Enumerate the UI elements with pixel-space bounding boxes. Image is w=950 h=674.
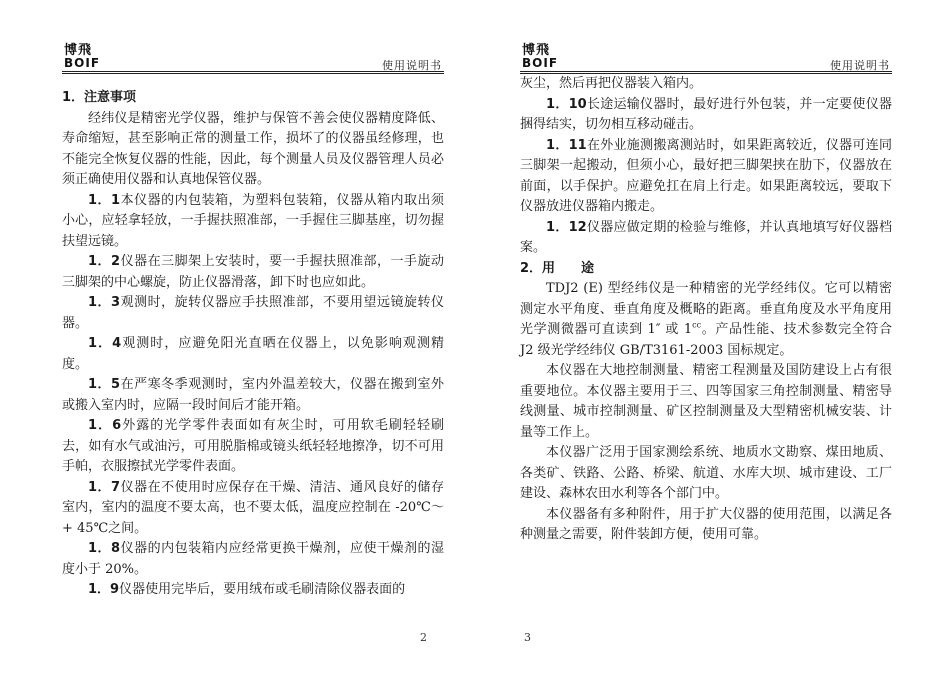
item-text: 长途运输仪器时，最好进行外包装，并一定要使仪器捆得结实，切勿相互移动碰击。 <box>520 96 892 132</box>
boif-logo <box>64 44 134 72</box>
item-1-5 <box>62 375 444 416</box>
item-number: 1．8 <box>88 541 121 556</box>
manual-title: 使用说明书 <box>830 59 890 72</box>
page-right <box>520 0 892 674</box>
item-text: 仪器的内包装箱内应经常更换干燥剂，应使干燥剂的湿度小于 20%。 <box>62 541 444 577</box>
item-text: 观测时，应避免阳光直晒在仪器上，以免影响观测精度。 <box>62 336 444 372</box>
item-text: 在外业施测搬离测站时，如果距离较近，仪器可连同三脚架一起搬动，但须小心，最好把三脚架挟在肋下，仪器放在前面，以手保护。应避免扛在肩上行走。如果距离较远，要取下仪器放进仪器箱内搬走。 <box>520 137 892 214</box>
logo-en: BOIF <box>64 56 101 70</box>
use-paragraph-1 <box>520 279 892 361</box>
use-text-b: 。产品性能、技术参数完全符合 J2 级光学经纬仪 GB/T3161-2003 国标规定。 <box>520 322 892 358</box>
logo-cn: 博飛 <box>64 43 93 58</box>
item-1-1 <box>62 191 444 253</box>
item-number: 1．5 <box>88 377 121 392</box>
page-number: 3 <box>524 631 531 644</box>
item-text: 在严寒冬季观测时，室内外温差较大，仪器在搬到室外或搬入室内时，应隔一段时间后才能开箱。 <box>62 377 444 413</box>
item-1-7 <box>62 478 444 540</box>
item-text: 外露的光学零件表面如有灰尘时，可用软毛刷轻轻刷去，如有水气或油污，可用脱脂棉或镜头纸轻轻地擦净，切不可用手帕，衣服擦拭光学零件表面。 <box>62 418 444 474</box>
item-number: 1．11 <box>546 137 587 153</box>
item-number: 1．1 <box>88 192 121 208</box>
item-1-10 <box>520 95 892 136</box>
continued-paragraph: 灰尘，然后再把仪器装入箱内。 <box>520 76 703 91</box>
item-1-3 <box>62 293 444 334</box>
page-number: 2 <box>420 631 427 644</box>
page-header <box>62 44 444 72</box>
intro-paragraph: 经纬仪是精密光学仪器，维护与保管不善会使仪器精度降低、寿命缩短，甚至影响正常的测量工作，损坏了的仪器虽经修理，也不能完全恢复仪器的性能，因此，每个测量人员及仪器管理人员必须正确使用仪器和认真地保管仪器。 <box>62 110 444 187</box>
manual-title: 使用说明书 <box>382 59 442 72</box>
item-text: 仪器使用完毕后，要用绒布或毛刷清除仪器表面的 <box>119 582 406 597</box>
item-1-4 <box>62 334 444 375</box>
item-1-2 <box>62 252 444 293</box>
logo-en: BOIF <box>522 56 559 70</box>
item-number: 1．2 <box>88 254 121 269</box>
item-number: 1．7 <box>88 479 121 495</box>
section-heading-uses: 2．用 途 <box>520 260 595 276</box>
item-1-12 <box>520 218 892 259</box>
logo-cn: 博飛 <box>522 43 551 58</box>
page-body <box>62 88 444 601</box>
item-text: 本仪器的内包装箱，为塑料包装箱，仪器从箱内取出须小心，应轻拿轻放，一手握扶照准部，一手握住三脚基座，切勿握扶望远镜。 <box>62 192 444 249</box>
item-text: 仪器在不使用时应保存在干燥、清洁、通风良好的储存室内，室内的温度不要太高，也不要太低，温度应控制在 -20℃～+ 45℃之间。 <box>62 479 444 536</box>
item-1-8 <box>62 539 444 580</box>
item-text: 仪器应做定期的检验与维修，并认真地填写好仪器档案。 <box>520 219 892 255</box>
item-1-6 <box>62 416 444 478</box>
header-rule <box>62 71 444 74</box>
item-number: 1．9 <box>88 582 120 597</box>
page-left <box>62 0 444 674</box>
item-number: 1．10 <box>546 96 587 112</box>
item-number: 1．6 <box>88 418 122 433</box>
use-text-a: TDJ2 (E) 型经纬仪是一种精密的光学经纬仪。它可以精密测定水平角度、垂直角度及概略的距离。垂直角度及水平角度用光学测微器可直读到 1″ 或 1 <box>520 281 892 337</box>
section-heading-precautions: 1．注意事项 <box>62 90 137 105</box>
use-paragraph-4: 本仪器备有多种附件，用于扩大仪器的使用范围，以满足各种测量之需要，附件装卸方便，使用可靠。 <box>520 506 892 542</box>
page-header <box>520 44 892 72</box>
item-number: 1．3 <box>88 295 121 310</box>
use-superscript: cc <box>692 320 702 330</box>
item-number: 1．12 <box>546 219 587 235</box>
item-1-9 <box>62 580 444 601</box>
boif-logo <box>522 44 592 72</box>
item-text: 仪器在三脚架上安装时，要一手握扶照准部，一手旋动三脚架的中心螺旋，防止仪器滑落，卸下时也应如此。 <box>62 254 444 290</box>
use-paragraph-3: 本仪器广泛用于国家测绘系统、地质水文勘察、煤田地质、各类矿、铁路、公路、桥梁、航道、水库大坝、城市建设、工厂建设、森林农田水利等各个部门中。 <box>520 445 892 501</box>
item-text: 观测时，旋转仪器应手扶照准部，不要用望远镜旋转仪器。 <box>62 295 444 331</box>
item-number: 1．4 <box>88 336 122 351</box>
item-1-11 <box>520 136 892 218</box>
use-paragraph-2: 本仪器在大地控制测量、精密工程测量及国防建设上占有很重要地位。本仪器主要用于三、四等国家三角控制测量、精密导线测量、城市控制测量、矿区控制测量及大型精密机械安装、计量等工作上。 <box>520 363 892 440</box>
page-body <box>520 74 892 546</box>
